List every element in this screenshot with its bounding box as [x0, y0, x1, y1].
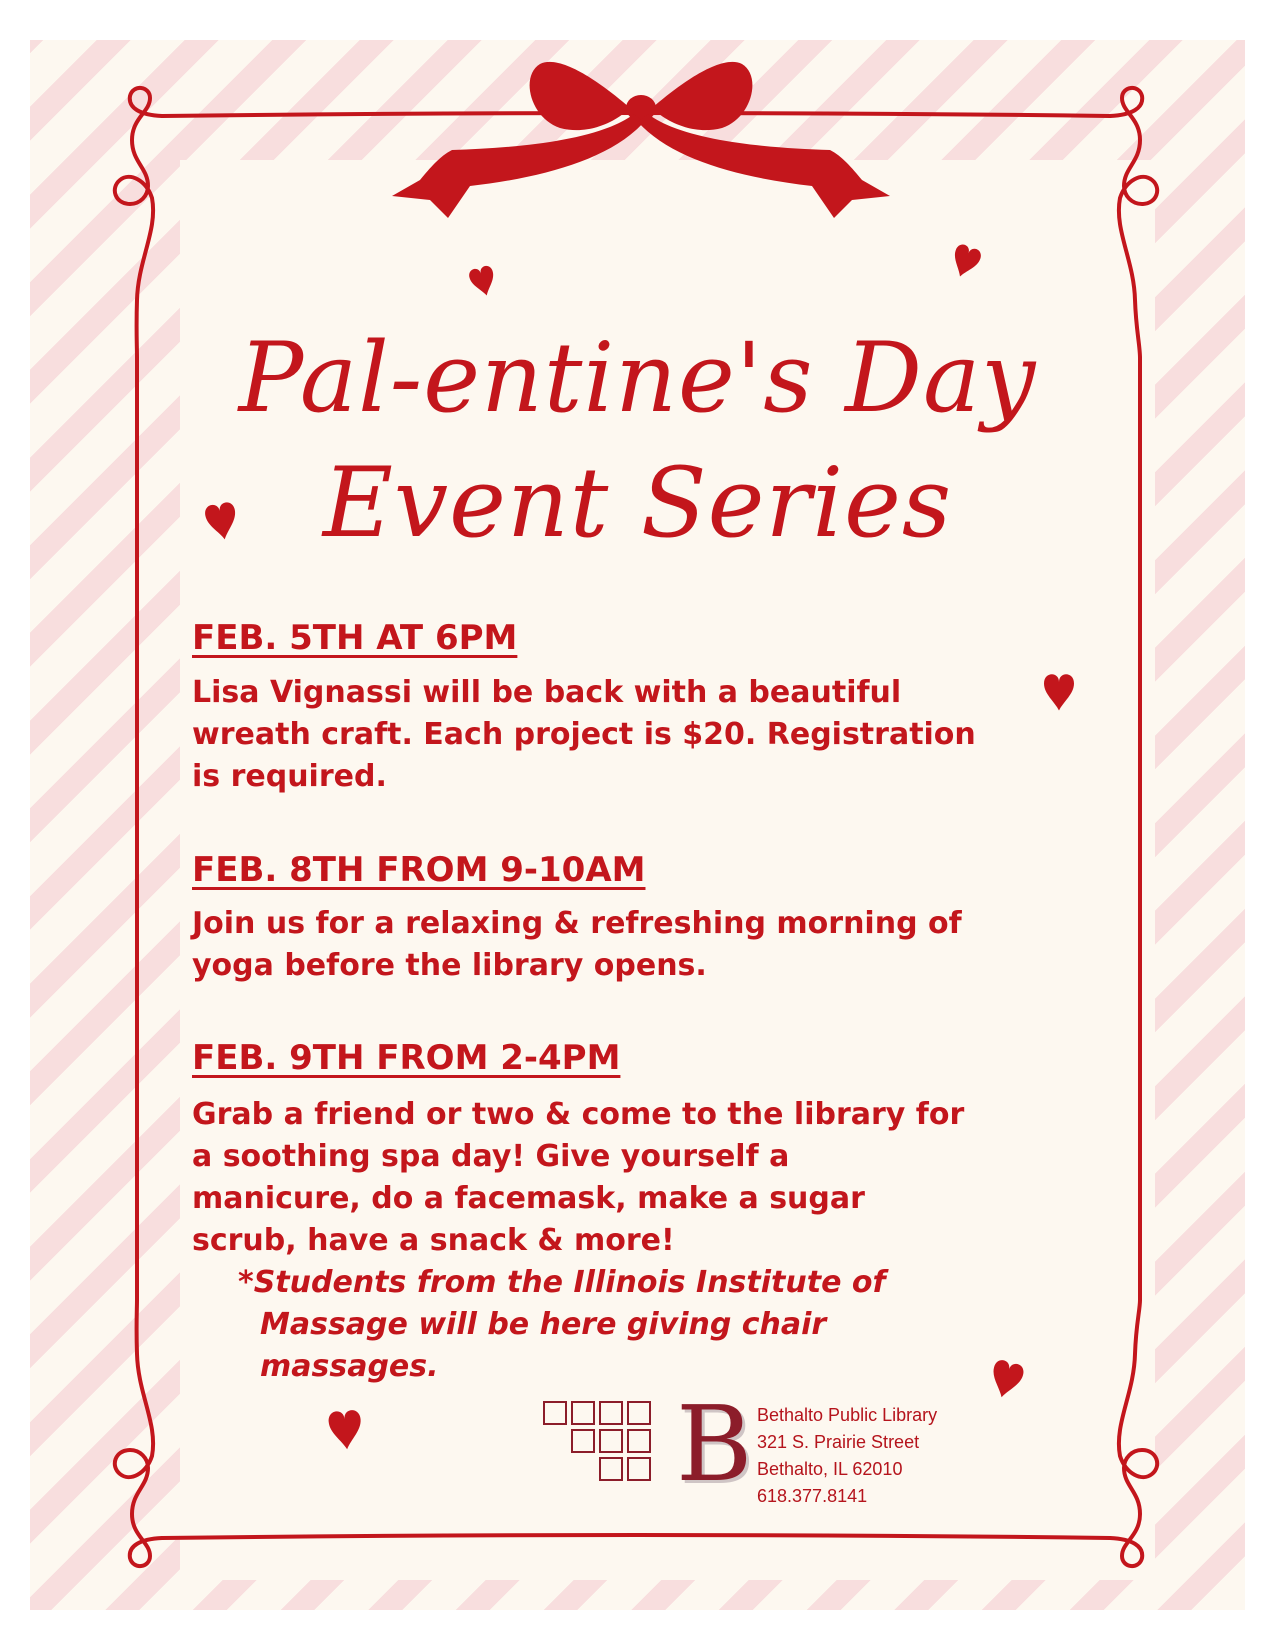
event-2-line: Join us for a relaxing & refreshing morning of — [192, 906, 962, 941]
event-1-line: Lisa Vignassi will be back with a beautiful — [192, 675, 902, 710]
note-line: *Students from the Illinois Institute of — [238, 1265, 886, 1300]
frame-curl-top-right — [1110, 88, 1157, 358]
event-1-heading: FEB. 5TH AT 6PM — [192, 618, 518, 658]
library-logo-letter: B — [676, 1383, 753, 1505]
event-2-line: yoga before the library opens. — [192, 948, 707, 983]
library-contact — [757, 1402, 937, 1510]
event-3-heading: FEB. 9TH FROM 2-4PM — [192, 1038, 621, 1078]
bow-right-ribbon — [638, 114, 890, 218]
event-3-line: scrub, have a snack & more! — [192, 1223, 675, 1258]
frame-curl-top-left — [115, 88, 162, 358]
bow-left-ribbon — [392, 114, 644, 218]
event-2-description — [192, 903, 962, 987]
event-1-line: wreath craft. Each project is $20. Registration — [192, 717, 976, 752]
title-line-2: Event Series — [322, 447, 953, 559]
massage-note — [238, 1262, 1018, 1388]
event-1-description — [192, 672, 976, 798]
event-1-line: is required. — [192, 759, 387, 794]
heart-icon — [1044, 674, 1074, 710]
event-2-heading: FEB. 8TH FROM 9-10AM — [192, 850, 646, 890]
frame-bottom-line — [162, 1535, 1110, 1538]
library-name: Bethalto Public Library — [757, 1405, 938, 1425]
bow-right-loop — [652, 62, 752, 130]
note-line: Massage will be here giving chair — [260, 1307, 827, 1342]
event-3-line: manicure, do a facemask, make a sugar — [192, 1181, 865, 1216]
library-logo-squares — [544, 1402, 650, 1480]
bow-decoration — [392, 62, 890, 218]
event-3-line: a soothing spa day! Give yourself a — [192, 1139, 790, 1174]
frame-curl-bottom-right — [1110, 1300, 1157, 1566]
bow-left-loop — [530, 62, 630, 130]
library-city: Bethalto, IL 62010 — [757, 1459, 903, 1479]
library-phone: 618.377.8141 — [757, 1486, 868, 1506]
title-line-1: Pal-entine's Day — [238, 322, 1037, 434]
heart-icon — [468, 264, 499, 298]
event-3-line: Grab a friend or two & come to the library for — [192, 1097, 965, 1132]
event-3-description — [192, 1094, 964, 1262]
library-street: 321 S. Prairie Street — [757, 1432, 920, 1452]
heart-icon — [948, 243, 983, 281]
heart-icon — [328, 1409, 363, 1450]
frame-curl-bottom-left — [115, 1300, 162, 1566]
note-line: massages. — [260, 1349, 439, 1384]
